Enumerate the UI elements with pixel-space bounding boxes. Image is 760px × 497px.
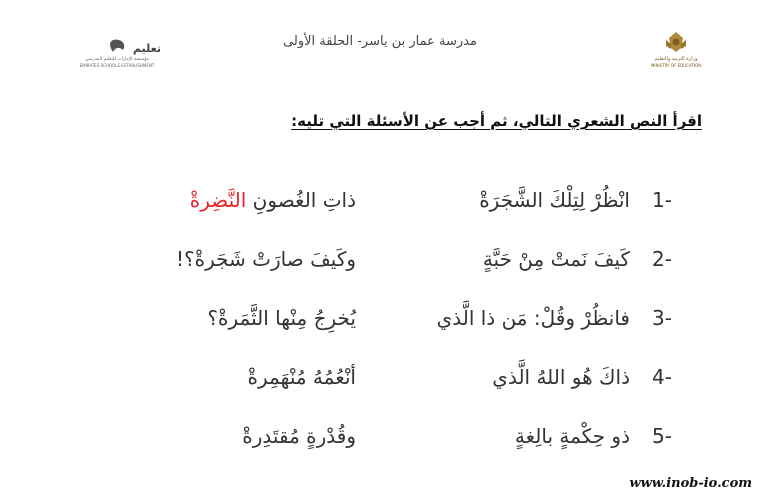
verse-first-hemistich: ذاكَ هُو اللهُ الَّذي	[492, 365, 630, 389]
verse-second-hemistich	[176, 247, 356, 271]
verse-second-hemistich	[190, 188, 356, 212]
verse-second-text: وقُدْرةٍ مُقتَدِرةْ	[242, 424, 356, 448]
verse-1	[0, 182, 760, 241]
verse-second-hemistich	[242, 424, 356, 448]
ministry-logo-subcaption: MINISTRY OF EDUCATION	[650, 63, 702, 68]
verse-number: 5-	[652, 424, 672, 448]
website-watermark[interactable]: www.inob-io.com	[629, 476, 752, 491]
ese-logo-word: تعليم	[133, 42, 161, 55]
verse-4	[0, 359, 760, 418]
verse-number: 3-	[652, 306, 672, 330]
uae-emblem-icon	[648, 30, 704, 70]
verse-first-hemistich: ذو حِكْمةٍ بالِغةٍ	[514, 424, 630, 448]
ese-logo-subcaption: EMIRATES SCHOOLS ESTABLISHMENT	[79, 63, 155, 68]
verse-number: 2-	[652, 247, 672, 271]
verse-second-text: ذاتِ الغُصونِ	[246, 188, 356, 212]
highlighted-word: النَّضِرةْ	[189, 188, 247, 212]
ministry-logo-caption: وزارة التربية والتعليم	[654, 56, 698, 62]
verse-number: 4-	[652, 365, 672, 389]
verse-3	[0, 300, 760, 359]
verse-second-hemistich	[207, 306, 356, 330]
verse-second-text: يُخرِجُ مِنْها الثَّمَرةْ؟	[207, 306, 356, 330]
verse-number: 1-	[652, 188, 672, 212]
school-name: مدرسة عمار بن ياسر- الحلقة الأولى	[283, 34, 477, 49]
ese-logo-caption: مؤسسة الإمارات للتعليم المدرسي	[85, 57, 149, 62]
instruction-heading: اقرأ النص الشعري التالي، ثم أجب عن الأسئلة التي تليه:	[291, 112, 702, 130]
verse-second-hemistich	[248, 365, 356, 389]
page-header	[0, 0, 760, 80]
ministry-logo	[648, 30, 704, 70]
verse-second-text: وكَيفَ صارَتْ شَجَرةْ؟!	[175, 247, 356, 271]
verse-2	[0, 241, 760, 300]
verse-first-hemistich: كَيفَ نَمتْ مِنْ حَبَّةٍ	[482, 247, 630, 271]
verse-first-hemistich: انْظُرْ لِتِلْكَ الشَّجَرَةْ	[479, 188, 630, 212]
verse-second-text: أنْعُمُهُ مُنْهَمِرةْ	[247, 365, 356, 389]
verse-first-hemistich: فانظُرْ وقُلْ: مَن ذا الَّذي	[436, 306, 630, 330]
poem	[0, 182, 760, 477]
verse-5	[0, 418, 760, 477]
